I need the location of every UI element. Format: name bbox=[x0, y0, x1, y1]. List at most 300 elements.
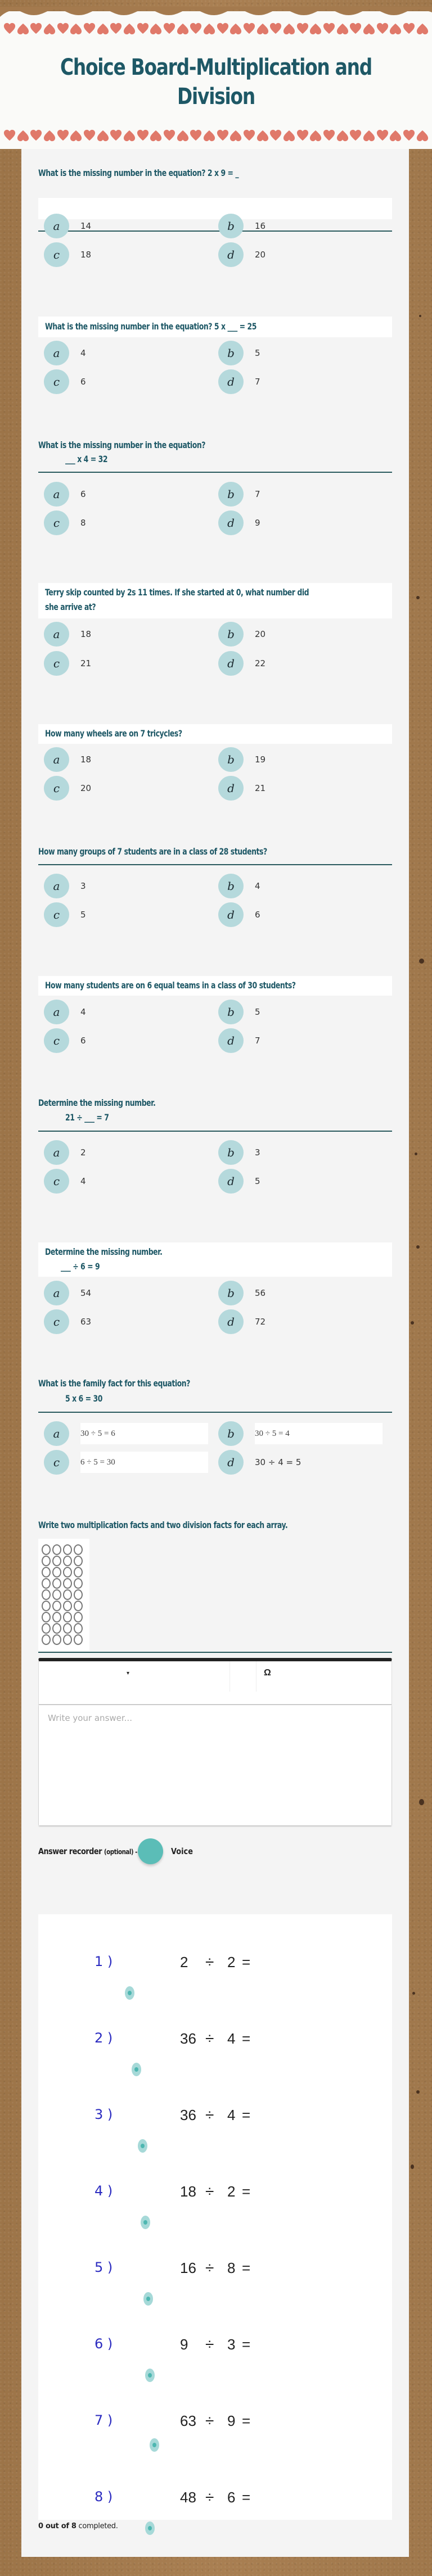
option-text: 20 bbox=[80, 783, 92, 793]
heart-icon bbox=[17, 129, 29, 142]
option-b[interactable] bbox=[218, 1140, 260, 1165]
option-a[interactable] bbox=[44, 341, 86, 365]
divider bbox=[38, 231, 392, 232]
heart-icon bbox=[269, 129, 282, 142]
heart-icon bbox=[363, 22, 375, 35]
dividend: 63 bbox=[180, 2412, 196, 2429]
option-badge[interactable]: b bbox=[218, 1000, 244, 1024]
option-badge[interactable]: d bbox=[218, 1169, 244, 1194]
cork-speck bbox=[416, 2090, 420, 2094]
answer-hotspot[interactable] bbox=[150, 2438, 159, 2452]
divide-sign: ÷ bbox=[205, 2412, 214, 2429]
cork-speck bbox=[411, 2164, 414, 2169]
array-circle bbox=[63, 1601, 72, 1611]
option-text: 5 bbox=[255, 1176, 260, 1186]
array-circle bbox=[52, 1556, 61, 1566]
heart-icon bbox=[97, 22, 109, 35]
equals-sign: = bbox=[242, 2183, 251, 2200]
heart-icon bbox=[403, 22, 415, 35]
divide-sign: ÷ bbox=[205, 2335, 214, 2353]
option-text: 8 bbox=[80, 518, 86, 528]
option-text: 30 ÷ 4 = 5 bbox=[255, 1457, 302, 1467]
option-badge[interactable]: a bbox=[44, 482, 69, 507]
answer-recorder bbox=[38, 1838, 196, 1864]
array-circle bbox=[42, 1612, 51, 1623]
option-badge[interactable]: c bbox=[44, 1309, 69, 1334]
array-circle bbox=[63, 1556, 72, 1566]
worksheet-item bbox=[38, 2030, 392, 2053]
worksheet-item bbox=[38, 2107, 392, 2129]
option-d[interactable] bbox=[218, 242, 266, 267]
option-badge[interactable]: a bbox=[44, 214, 69, 238]
dot-array-image bbox=[38, 1539, 89, 1651]
answer-hotspot[interactable] bbox=[141, 2216, 150, 2229]
option-text: 6 bbox=[80, 1036, 86, 1046]
heart-icon bbox=[389, 22, 402, 35]
option-badge[interactable]: a bbox=[44, 1421, 69, 1446]
heart-icon bbox=[150, 22, 162, 35]
array-circle bbox=[63, 1612, 72, 1623]
array-circle bbox=[63, 1634, 72, 1645]
option-a[interactable] bbox=[44, 874, 86, 898]
array-circle bbox=[42, 1544, 51, 1555]
heart-icon bbox=[163, 129, 176, 142]
option-badge[interactable]: a bbox=[44, 341, 69, 365]
option-d[interactable] bbox=[218, 1169, 260, 1194]
option-b[interactable] bbox=[218, 341, 260, 365]
option-d[interactable] bbox=[218, 1450, 301, 1475]
equals-sign: = bbox=[242, 2107, 251, 2123]
heart-icon bbox=[376, 129, 389, 142]
option-text: 16 bbox=[255, 221, 266, 231]
equals-sign: = bbox=[242, 2259, 251, 2276]
option-badge[interactable]: b bbox=[218, 747, 244, 772]
divider bbox=[38, 1131, 392, 1132]
option-text: 30 ÷ 5 = 6 bbox=[80, 1423, 208, 1444]
option-a[interactable] bbox=[44, 747, 91, 772]
heart-icon bbox=[416, 22, 429, 35]
heart-icon bbox=[123, 129, 136, 142]
option-badge[interactable]: c bbox=[44, 369, 69, 394]
option-badge[interactable]: d bbox=[218, 902, 244, 927]
option-c[interactable] bbox=[44, 1028, 86, 1053]
divisor: 3 bbox=[227, 2336, 236, 2353]
option-text: 18 bbox=[80, 629, 92, 639]
question-title: How many students are on 6 equal teams in a class of 30 students? bbox=[45, 980, 296, 991]
option-badge[interactable]: d bbox=[218, 651, 244, 676]
dividend: 2 bbox=[180, 1954, 188, 1971]
heart-icon bbox=[30, 129, 42, 142]
heart-icon bbox=[376, 22, 389, 35]
option-badge[interactable]: d bbox=[218, 1450, 244, 1475]
option-c[interactable] bbox=[44, 510, 86, 535]
heart-icon bbox=[3, 22, 16, 35]
option-badge[interactable]: d bbox=[218, 369, 244, 394]
array-circle bbox=[42, 1567, 51, 1578]
option-badge[interactable]: b bbox=[218, 622, 244, 647]
array-circle bbox=[42, 1601, 51, 1611]
option-badge[interactable]: b bbox=[218, 482, 244, 507]
option-badge[interactable]: c bbox=[44, 902, 69, 927]
option-badge[interactable]: d bbox=[218, 242, 244, 267]
heart-icon bbox=[389, 129, 402, 142]
cork-speck bbox=[415, 1153, 417, 1155]
completion-status: 0 out of 8 completed. bbox=[38, 2522, 118, 2530]
heart-icon bbox=[203, 22, 215, 35]
option-d[interactable] bbox=[218, 1028, 260, 1053]
heart-icon bbox=[83, 129, 96, 142]
option-d[interactable] bbox=[218, 369, 260, 394]
item-number: 3 ) bbox=[94, 2107, 113, 2122]
option-badge[interactable]: c bbox=[44, 1028, 69, 1053]
dividend: 48 bbox=[180, 2489, 196, 2506]
option-text: 5 bbox=[255, 348, 260, 358]
option-a[interactable] bbox=[44, 1281, 91, 1305]
item-number: 4 ) bbox=[94, 2183, 113, 2199]
dividend: 18 bbox=[180, 2183, 196, 2200]
heart-icon bbox=[309, 129, 322, 142]
question-title: What is the missing number in the equation? 2 x 9 = _ bbox=[38, 168, 239, 178]
option-a[interactable] bbox=[44, 482, 86, 507]
array-circle bbox=[74, 1601, 83, 1611]
option-text: 21 bbox=[80, 658, 92, 668]
option-badge[interactable]: c bbox=[44, 1450, 69, 1475]
heart-icon bbox=[43, 22, 56, 35]
special-character-icon[interactable]: Ω bbox=[264, 1668, 271, 1678]
question-title: How many groups of 7 students are in a class of 28 students? bbox=[38, 846, 267, 857]
option-badge[interactable]: b bbox=[218, 341, 244, 365]
option-badge[interactable]: a bbox=[44, 1000, 69, 1024]
item-number: 8 ) bbox=[94, 2489, 113, 2505]
option-b[interactable] bbox=[218, 747, 266, 772]
question-title-box bbox=[38, 724, 392, 744]
divisor: 2 bbox=[227, 2183, 236, 2200]
question-equation: ___ ÷ 6 = 9 bbox=[61, 1261, 100, 1272]
heart-icon bbox=[309, 22, 322, 35]
array-circle bbox=[52, 1578, 61, 1589]
heart-icon bbox=[17, 22, 29, 35]
divider bbox=[38, 1412, 392, 1413]
option-b[interactable] bbox=[218, 874, 260, 898]
question-equation: ___ x 4 = 32 bbox=[65, 454, 108, 464]
question-title: Terry skip counted by 2s 11 times. If she started at 0, what number did bbox=[45, 587, 309, 598]
array-circle bbox=[52, 1544, 61, 1555]
format-dropdown[interactable] bbox=[39, 1661, 230, 1692]
heart-icon bbox=[230, 129, 242, 142]
option-badge[interactable]: a bbox=[44, 747, 69, 772]
heart-icon bbox=[296, 129, 309, 142]
option-text: 5 bbox=[255, 1007, 260, 1017]
dividend: 36 bbox=[180, 2107, 196, 2123]
option-text: 4 bbox=[255, 881, 260, 891]
heart-icon bbox=[217, 22, 229, 35]
option-a[interactable] bbox=[44, 1000, 86, 1024]
option-text: 5 bbox=[80, 910, 86, 920]
array-circle bbox=[42, 1578, 51, 1589]
option-b[interactable] bbox=[218, 214, 266, 238]
item-number: 5 ) bbox=[94, 2259, 113, 2275]
option-c[interactable] bbox=[44, 1169, 86, 1194]
option-b[interactable] bbox=[218, 1421, 382, 1446]
item-number: 1 ) bbox=[94, 1954, 113, 1969]
option-text: 6 ÷ 5 = 30 bbox=[80, 1452, 208, 1473]
cork-speck bbox=[419, 1799, 424, 1805]
worksheet-item bbox=[38, 2259, 392, 2282]
option-c[interactable] bbox=[44, 776, 91, 801]
option-text: 63 bbox=[80, 1317, 92, 1327]
heart-border-bottom bbox=[3, 129, 429, 145]
heart-icon bbox=[177, 22, 189, 35]
option-text: 56 bbox=[255, 1288, 266, 1298]
option-badge[interactable]: a bbox=[44, 1281, 69, 1305]
heart-icon bbox=[416, 129, 429, 142]
page-title: Choice Board-Multiplication and Division bbox=[60, 55, 372, 110]
array-circle bbox=[63, 1567, 72, 1578]
worksheet-item bbox=[38, 1954, 392, 1976]
array-circle bbox=[52, 1634, 61, 1645]
array-circle bbox=[42, 1623, 51, 1634]
heart-icon bbox=[323, 22, 335, 35]
array-circle bbox=[74, 1556, 83, 1566]
option-text: 30 ÷ 5 = 4 bbox=[255, 1423, 382, 1444]
option-a[interactable] bbox=[44, 1140, 86, 1165]
cork-speck bbox=[416, 1245, 420, 1249]
option-badge[interactable]: b bbox=[218, 214, 244, 238]
option-c[interactable] bbox=[44, 651, 91, 676]
divisor: 6 bbox=[227, 2489, 236, 2506]
worksheet-item bbox=[38, 2489, 392, 2511]
answer-hotspot[interactable] bbox=[145, 2521, 155, 2535]
array-circle bbox=[42, 1556, 51, 1566]
answer-hotspot[interactable] bbox=[125, 1986, 134, 2000]
answer-hotspot[interactable] bbox=[145, 2369, 155, 2382]
heart-icon bbox=[163, 22, 176, 35]
option-a[interactable] bbox=[44, 1421, 208, 1446]
divide-sign: ÷ bbox=[205, 2106, 214, 2123]
heart-icon bbox=[70, 22, 82, 35]
option-text: 19 bbox=[255, 754, 266, 765]
item-number: 2 ) bbox=[94, 2030, 113, 2046]
option-b[interactable] bbox=[218, 622, 266, 647]
option-badge[interactable]: d bbox=[218, 776, 244, 801]
option-c[interactable] bbox=[44, 1309, 91, 1334]
option-badge[interactable]: c bbox=[44, 776, 69, 801]
option-text: 21 bbox=[255, 783, 266, 793]
option-text: 7 bbox=[255, 489, 260, 499]
option-badge[interactable]: c bbox=[44, 651, 69, 676]
option-badge[interactable]: b bbox=[218, 874, 244, 898]
option-text: 14 bbox=[80, 221, 92, 231]
answer-textarea[interactable] bbox=[39, 1705, 392, 1825]
divide-sign: ÷ bbox=[205, 1953, 214, 1971]
cork-speck bbox=[419, 315, 421, 317]
option-a[interactable] bbox=[44, 622, 91, 647]
equals-sign: = bbox=[242, 2412, 251, 2429]
voice-label: Voice bbox=[170, 1846, 193, 1856]
option-d[interactable] bbox=[218, 510, 260, 535]
heart-icon bbox=[336, 22, 349, 35]
heart-icon bbox=[336, 129, 349, 142]
question-title-box bbox=[38, 583, 392, 618]
array-circle bbox=[74, 1623, 83, 1634]
question-title: Determine the missing number. bbox=[38, 1097, 156, 1108]
heart-icon bbox=[150, 129, 162, 142]
question-title: What is the missing number in the equation? 5 x ___ = 25 bbox=[45, 321, 256, 332]
array-circle bbox=[74, 1589, 83, 1600]
option-b[interactable] bbox=[218, 1281, 266, 1305]
divisor: 2 bbox=[227, 1954, 236, 1971]
heart-icon bbox=[83, 22, 96, 35]
heart-icon bbox=[57, 129, 69, 142]
question-title-line2: she arrive at? bbox=[45, 602, 96, 612]
option-text: 4 bbox=[80, 1007, 86, 1017]
item-number: 7 ) bbox=[94, 2412, 113, 2428]
option-badge[interactable]: d bbox=[218, 1028, 244, 1053]
option-text: 3 bbox=[255, 1147, 260, 1158]
content-panel bbox=[21, 149, 409, 2557]
question-title-box bbox=[38, 317, 392, 337]
worksheet-item bbox=[38, 2183, 392, 2206]
worksheet-item bbox=[38, 2412, 392, 2435]
heart-icon bbox=[256, 22, 269, 35]
worksheet-item bbox=[38, 2336, 392, 2358]
option-text: 18 bbox=[80, 250, 92, 260]
option-text: 20 bbox=[255, 250, 266, 260]
option-d[interactable] bbox=[218, 776, 266, 801]
array-circle bbox=[74, 1567, 83, 1578]
heart-icon bbox=[30, 22, 42, 35]
option-text: 20 bbox=[255, 629, 266, 639]
heart-icon bbox=[123, 22, 136, 35]
heart-icon bbox=[296, 22, 309, 35]
question-title: Determine the missing number. bbox=[45, 1246, 163, 1257]
heart-icon bbox=[97, 129, 109, 142]
option-d[interactable] bbox=[218, 651, 266, 676]
heart-icon bbox=[57, 22, 69, 35]
heart-icon bbox=[190, 22, 202, 35]
option-text: 4 bbox=[80, 1176, 86, 1186]
divide-sign: ÷ bbox=[205, 2182, 214, 2200]
option-d[interactable] bbox=[218, 1309, 266, 1334]
heart-icon bbox=[137, 22, 149, 35]
cork-speck bbox=[416, 596, 420, 599]
heart-icon bbox=[323, 129, 335, 142]
divide-sign: ÷ bbox=[205, 2030, 214, 2047]
dividend: 9 bbox=[180, 2336, 188, 2353]
divider bbox=[38, 864, 392, 865]
option-badge[interactable]: a bbox=[44, 622, 69, 647]
heart-icon bbox=[110, 22, 122, 35]
heart-icon bbox=[283, 129, 295, 142]
heart-icon bbox=[349, 22, 362, 35]
heart-icon bbox=[363, 129, 375, 142]
answer-hotspot[interactable] bbox=[132, 2063, 141, 2076]
option-c[interactable] bbox=[44, 242, 91, 267]
cork-speck bbox=[419, 959, 424, 964]
heart-icon bbox=[349, 129, 362, 142]
question-equation: 5 x 6 = 30 bbox=[65, 1393, 102, 1404]
option-badge[interactable]: d bbox=[218, 510, 244, 535]
option-badge[interactable]: a bbox=[44, 1140, 69, 1165]
divisor: 4 bbox=[227, 2030, 236, 2047]
equals-sign: = bbox=[242, 1954, 251, 1971]
option-text: 3 bbox=[80, 881, 86, 891]
option-c[interactable] bbox=[44, 1450, 208, 1475]
cork-speck bbox=[411, 1321, 414, 1325]
array-circle bbox=[63, 1578, 72, 1589]
array-circle bbox=[52, 1601, 61, 1611]
option-badge[interactable]: b bbox=[218, 1421, 244, 1446]
option-text: 72 bbox=[255, 1317, 266, 1327]
cork-speck bbox=[412, 1992, 415, 1995]
option-c[interactable] bbox=[44, 369, 86, 394]
array-circle bbox=[74, 1544, 83, 1555]
option-b[interactable] bbox=[218, 1000, 260, 1024]
option-badge[interactable]: b bbox=[218, 1140, 244, 1165]
divider bbox=[38, 472, 392, 473]
array-circle bbox=[74, 1578, 83, 1589]
record-button[interactable] bbox=[138, 1838, 163, 1864]
option-text: 54 bbox=[80, 1288, 92, 1298]
divisor: 4 bbox=[227, 2107, 236, 2123]
option-badge[interactable]: d bbox=[218, 1309, 244, 1334]
array-circle bbox=[52, 1589, 61, 1600]
option-badge[interactable]: c bbox=[44, 510, 69, 535]
divide-sign: ÷ bbox=[205, 2259, 214, 2276]
option-c[interactable] bbox=[44, 902, 86, 927]
option-text: 4 bbox=[80, 348, 86, 358]
option-a[interactable] bbox=[44, 214, 91, 238]
heart-icon bbox=[110, 129, 122, 142]
array-circle bbox=[63, 1623, 72, 1634]
scalloped-edge bbox=[0, 7, 432, 17]
heart-icon bbox=[256, 129, 269, 142]
question-title-box bbox=[38, 976, 392, 996]
option-text: 22 bbox=[255, 658, 266, 668]
option-badge[interactable]: b bbox=[218, 1281, 244, 1305]
rich-text-editor bbox=[38, 1658, 392, 1826]
option-text: 2 bbox=[80, 1147, 86, 1158]
heart-icon bbox=[403, 129, 415, 142]
heart-icon bbox=[203, 129, 215, 142]
equals-sign: = bbox=[242, 2030, 251, 2047]
caret-down-icon: ▾ bbox=[127, 1670, 130, 1676]
option-badge[interactable]: c bbox=[44, 242, 69, 267]
option-badge[interactable]: a bbox=[44, 874, 69, 898]
option-badge[interactable]: c bbox=[44, 1169, 69, 1194]
array-circle bbox=[42, 1634, 51, 1645]
question-title: What is the family fact for this equation? bbox=[38, 1378, 190, 1389]
option-text: 18 bbox=[80, 754, 92, 765]
heart-icon bbox=[43, 129, 56, 142]
array-circle bbox=[52, 1567, 61, 1578]
heart-icon bbox=[269, 22, 282, 35]
option-text: 6 bbox=[80, 377, 86, 387]
option-b[interactable] bbox=[218, 482, 260, 507]
option-text: 7 bbox=[255, 377, 260, 387]
array-circle bbox=[52, 1623, 61, 1634]
array-circle bbox=[63, 1589, 72, 1600]
option-d[interactable] bbox=[218, 902, 260, 927]
heart-icon bbox=[3, 129, 16, 142]
question-title: What is the missing number in the equation? bbox=[38, 440, 206, 450]
option-text: 9 bbox=[255, 518, 260, 528]
answer-hotspot[interactable] bbox=[138, 2139, 147, 2153]
heart-icon bbox=[243, 129, 255, 142]
heart-icon bbox=[190, 129, 202, 142]
editor-toolbar bbox=[39, 1661, 392, 1705]
answer-hotspot[interactable] bbox=[143, 2292, 153, 2306]
